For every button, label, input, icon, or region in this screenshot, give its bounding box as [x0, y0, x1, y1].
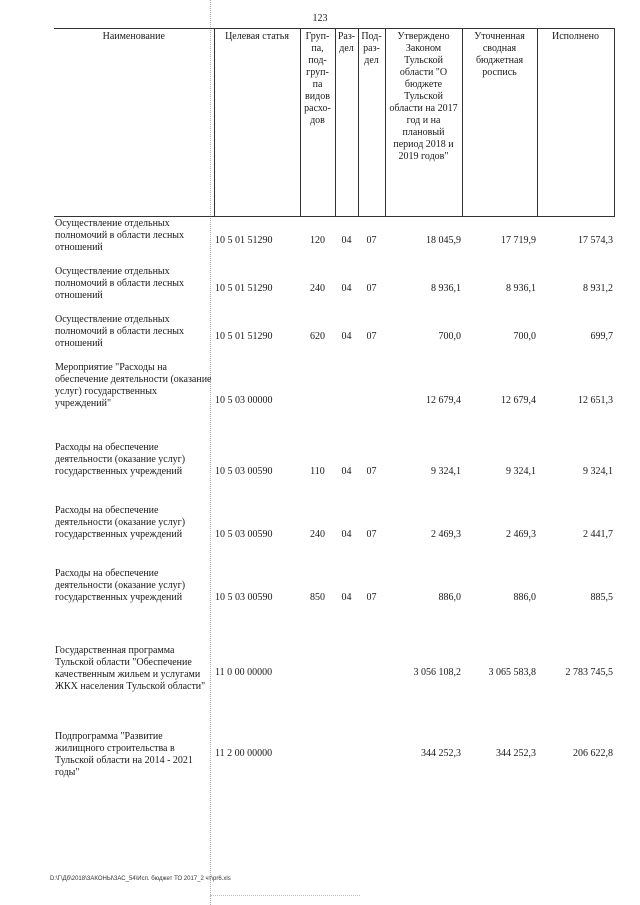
row-refined: 2 469,3 — [506, 529, 536, 540]
row-executed: 9 324,1 — [583, 466, 613, 477]
file-path-footer: D:\Г\Дб\2018\ЗАКОНЫ\ЗАС_54\Исп. бюджет ТО 2017_2 чт\pr6.xls — [50, 876, 231, 882]
row-group: 240 — [310, 282, 325, 294]
row-subsection: 07 — [366, 529, 377, 540]
row-target: 10 5 03 00000 — [215, 394, 273, 406]
row-name: Осуществление отдельных полномочий в области лесных отношений — [55, 313, 185, 349]
table-row — [54, 313, 614, 361]
row-subsection — [358, 361, 385, 441]
budget-table — [54, 28, 615, 792]
row-section: 04 — [341, 330, 352, 342]
row-target: 10 5 03 00590 — [215, 529, 273, 540]
page-number: 123 — [312, 13, 328, 24]
row-name: Расходы на обеспечение деятельности (оказание услуг) государственных учреждений — [55, 567, 186, 603]
scan-bottom-line — [210, 895, 360, 896]
row-group: 240 — [310, 529, 325, 540]
row-target: 11 2 00 00000 — [215, 747, 273, 759]
row-subsection: 07 — [366, 282, 377, 294]
row-name: Расходы на обеспечение деятельности (оказание услуг) государственных учреждений — [55, 504, 186, 540]
row-name: Мероприятие "Расходы на обеспечение деятельности (оказание услуг) государственных учреждений" — [55, 361, 212, 409]
row-group: 110 — [310, 466, 325, 477]
header-name: Наименование — [54, 29, 214, 217]
row-name: Подпрограмма "Развитие жилищного строительства в Тульской области на 2014 - 2021 годы" — [55, 730, 193, 778]
row-approved: 12 679,4 — [426, 394, 461, 406]
row-approved: 2 469,3 — [431, 529, 461, 540]
row-name: Государственная программа Тульской области "Обеспечение качественным жильем и услугами ЖКХ населения Тульской области" — [55, 644, 206, 692]
row-refined: 17 719,9 — [501, 234, 536, 246]
row-executed: 8 931,2 — [583, 282, 613, 294]
row-section: 04 — [341, 592, 352, 603]
row-subsection: 07 — [366, 466, 377, 477]
row-approved: 8 936,1 — [431, 282, 461, 294]
row-approved: 344 252,3 — [421, 747, 461, 759]
row-group: 620 — [310, 330, 325, 342]
row-refined: 9 324,1 — [506, 466, 536, 477]
table-row — [54, 504, 614, 567]
table-row — [54, 630, 614, 716]
header-section: Раз-дел — [335, 29, 358, 217]
row-subsection: 07 — [366, 234, 377, 246]
row-section: 04 — [341, 529, 352, 540]
table-row — [54, 441, 614, 504]
row-refined: 3 065 583,8 — [488, 666, 536, 678]
row-executed: 885,5 — [590, 592, 613, 603]
row-section — [335, 716, 358, 792]
row-approved: 9 324,1 — [431, 466, 461, 477]
row-group — [300, 716, 335, 792]
table-row — [54, 361, 614, 441]
row-subsection: 07 — [366, 330, 377, 342]
row-refined: 700,0 — [513, 330, 536, 342]
row-refined: 344 252,3 — [496, 747, 536, 759]
row-executed: 2 441,7 — [583, 529, 613, 540]
row-approved: 700,0 — [438, 330, 461, 342]
table-row — [54, 217, 614, 265]
row-target: 10 5 01 51290 — [215, 330, 273, 342]
row-executed: 206 622,8 — [573, 747, 613, 759]
row-target: 11 0 00 00000 — [215, 666, 273, 678]
table-row — [54, 716, 614, 792]
row-executed: 12 651,3 — [578, 394, 613, 406]
row-target: 10 5 01 51290 — [215, 282, 273, 294]
header-approved: Утверждено Законом Тульской области "О бюджете Тульской области на 2017 год и на плановый период 2018 и 2019 годов" — [385, 29, 462, 217]
row-approved: 886,0 — [438, 592, 461, 603]
row-refined: 8 936,1 — [506, 282, 536, 294]
row-group — [300, 630, 335, 716]
row-section: 04 — [341, 282, 352, 294]
row-name: Расходы на обеспечение деятельности (оказание услуг) государственных учреждений — [55, 441, 186, 477]
row-group — [300, 361, 335, 441]
header-group: Груп-па, под-груп-па видов расхо-дов — [300, 29, 335, 217]
row-section: 04 — [341, 234, 352, 246]
row-refined: 12 679,4 — [501, 394, 536, 406]
row-section — [335, 361, 358, 441]
header-refined: Уточненная сводная бюджетная роспись — [462, 29, 537, 217]
row-name: Осуществление отдельных полномочий в области лесных отношений — [55, 265, 185, 301]
row-section: 04 — [341, 466, 352, 477]
row-group: 120 — [310, 234, 325, 246]
table-row — [54, 567, 614, 630]
row-name: Осуществление отдельных полномочий в области лесных отношений — [55, 218, 185, 253]
row-target: 10 5 03 00590 — [215, 592, 273, 603]
header-executed: Исполнено — [537, 29, 614, 217]
row-target: 10 5 03 00590 — [215, 466, 273, 477]
row-target: 10 5 01 51290 — [215, 234, 273, 246]
row-executed: 17 574,3 — [578, 234, 613, 246]
row-executed: 699,7 — [590, 330, 613, 342]
row-section — [335, 630, 358, 716]
row-refined: 886,0 — [513, 592, 536, 603]
header-target: Целевая статья — [214, 29, 300, 217]
row-subsection — [358, 630, 385, 716]
header-subsection: Под-раз-дел — [358, 29, 385, 217]
row-approved: 3 056 108,2 — [413, 666, 461, 678]
row-subsection: 07 — [366, 592, 377, 603]
table-header-row — [54, 29, 614, 217]
row-group: 850 — [310, 592, 325, 603]
table-row — [54, 265, 614, 313]
row-subsection — [358, 716, 385, 792]
row-approved: 18 045,9 — [426, 234, 461, 246]
row-executed: 2 783 745,5 — [565, 666, 613, 678]
